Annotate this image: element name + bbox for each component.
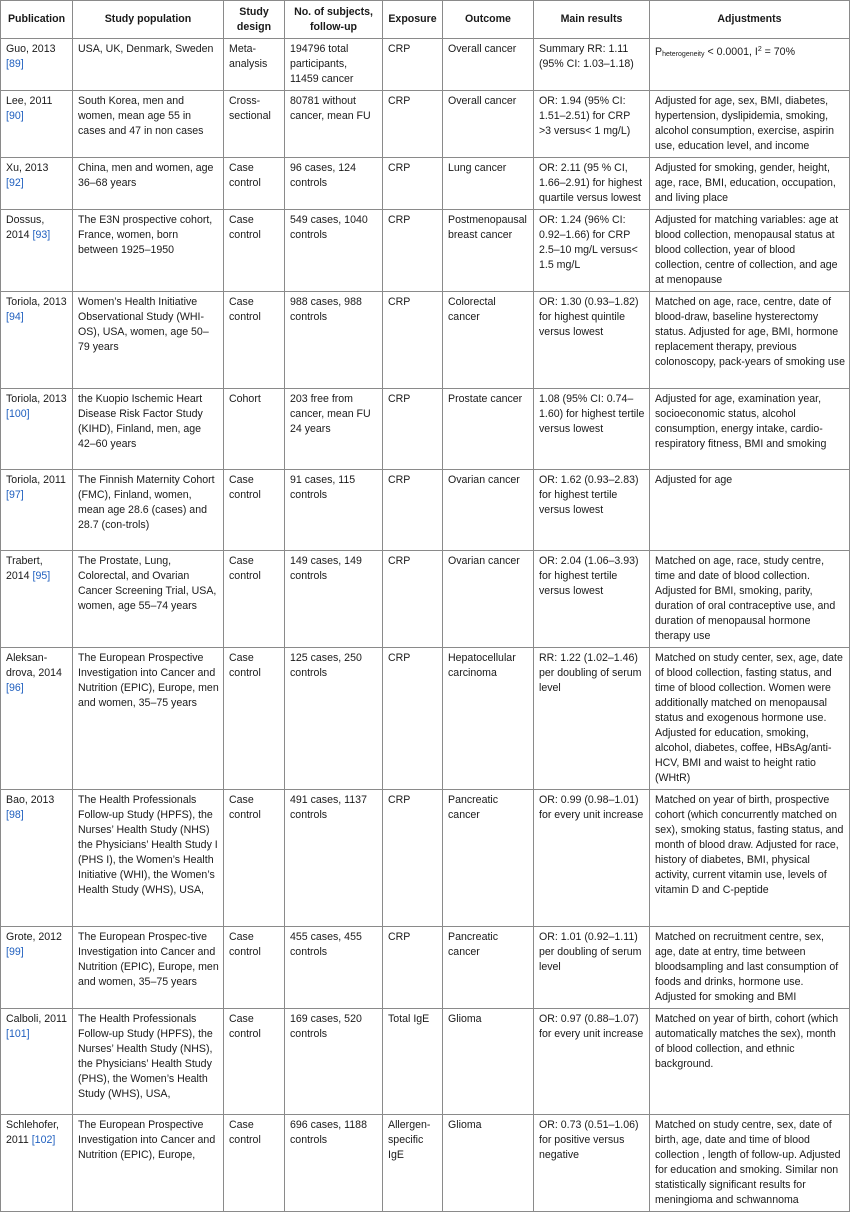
outcome-cell: Prostate cancer <box>443 389 534 470</box>
exposure-cell: CRP <box>383 292 443 389</box>
reference-link[interactable]: [96] <box>6 682 24 694</box>
exposure-cell: CRP <box>383 210 443 292</box>
publication-text: Guo, 2013 <box>6 43 56 55</box>
design-cell: Case control <box>224 292 285 389</box>
adjustments-cell: Matched on year of birth, prospective cohort (which concurrently matched on sex), smoking status, fasting status, and month of blood draw. Adjusted for race, history of diabetes, BMI, physical activity, current vitamin use, levels of vitamin D and C-peptide <box>650 790 850 927</box>
publication-text: Schlehofer, 2011 <box>6 1119 60 1146</box>
population-cell: The Finnish Maternity Cohort (FMC), Finland, women, mean age 28.6 (cases) and 28.7 (con-trols) <box>73 470 224 551</box>
outcome-cell: Pancreatic cancer <box>443 927 534 1009</box>
outcome-cell: Ovarian cancer <box>443 470 534 551</box>
adjustments-cell: Matched on age, race, study centre, time and date of blood collection. Adjusted for BMI, smoking, parity, duration of oral contraceptive use, and duration of menopausal hormone therapy use <box>650 551 850 648</box>
publication-text: Toriola, 2013 <box>6 296 67 308</box>
publication-text: Toriola, 2013 <box>6 393 67 405</box>
publication-text: Lee, 2011 <box>6 95 53 107</box>
subjects-cell: 988 cases, 988 controls <box>285 292 383 389</box>
adjustments-cell: Matched on study centre, sex, date of birth, age, date and time of blood collection , length of follow-up. Adjusted for education and smoking. Similar non statistically significant results for meningioma and schwannoma <box>650 1115 850 1212</box>
subjects-cell: 696 cases, 1188 controls <box>285 1115 383 1212</box>
outcome-cell: Overall cancer <box>443 39 534 91</box>
table-row <box>1 91 850 158</box>
outcome-cell: Glioma <box>443 1115 534 1212</box>
results-cell: OR: 2.11 (95 % CI, 1.66–2.91) for highest quartile versus lowest <box>534 158 650 210</box>
publication-cell <box>1 551 73 648</box>
design-cell: Meta-analysis <box>224 39 285 91</box>
reference-link[interactable]: [90] <box>6 110 24 122</box>
population-cell: The European Prospective Investigation into Cancer and Nutrition (EPIC), Europe, <box>73 1115 224 1212</box>
exposure-cell: CRP <box>383 927 443 1009</box>
reference-link[interactable]: [102] <box>31 1134 56 1146</box>
col-header-adjustments: Adjustments <box>650 1 850 39</box>
subjects-cell: 91 cases, 115 controls <box>285 470 383 551</box>
publication-cell <box>1 1009 73 1115</box>
subjects-cell: 125 cases, 250 controls <box>285 648 383 790</box>
reference-link[interactable]: [89] <box>6 58 24 70</box>
publication-cell <box>1 39 73 91</box>
subjects-cell: 80781 without cancer, mean FU <box>285 91 383 158</box>
results-cell: OR: 1.30 (0.93–1.82) for highest quintile versus lowest <box>534 292 650 389</box>
adjustments-cell: Matched on study center, sex, age, date of blood collection, fasting status, and time of blood collection. Women were additionally matched on menopausal status and exogenous hormone use. Adjusted for education, smoking, alcohol, diabetes, coffee, HBsAg/anti-HCV, BMI and waist to height ratio (WHtR) <box>650 648 850 790</box>
exposure-cell: CRP <box>383 648 443 790</box>
outcome-cell: Lung cancer <box>443 158 534 210</box>
publication-text: Aleksan-drova, 2014 <box>6 652 62 679</box>
results-cell: OR: 1.94 (95% CI: 1.51–2.51) for CRP >3 versus< 1 mg/L) <box>534 91 650 158</box>
adjustments-text: < 0.0001, I <box>704 46 758 58</box>
table-row <box>1 790 850 927</box>
population-cell: USA, UK, Denmark, Sweden <box>73 39 224 91</box>
publication-cell <box>1 648 73 790</box>
table-row <box>1 470 850 551</box>
results-cell: OR: 1.01 (0.92–1.11) per doubling of serum level <box>534 927 650 1009</box>
population-cell: China, men and women, age 36–68 years <box>73 158 224 210</box>
col-header-subjects: No. of subjects, follow-up <box>285 1 383 39</box>
design-cell: Case control <box>224 158 285 210</box>
exposure-cell: Allergen-specific IgE <box>383 1115 443 1212</box>
adjustments-cell: Adjusted for smoking, gender, height, age, race, BMI, education, occupation, and living place <box>650 158 850 210</box>
exposure-cell: CRP <box>383 39 443 91</box>
adjustments-cell: Adjusted for age <box>650 470 850 551</box>
results-cell: OR: 1.24 (96% CI: 0.92–1.66) for CRP 2.5–10 mg/L versus< 1.5 mg/L <box>534 210 650 292</box>
results-cell: RR: 1.22 (1.02–1.46) per doubling of serum level <box>534 648 650 790</box>
outcome-cell: Glioma <box>443 1009 534 1115</box>
results-cell: 1.08 (95% CI: 0.74–1.60) for highest tertile versus lowest <box>534 389 650 470</box>
publication-text: Toriola, 2011 <box>6 474 66 486</box>
subjects-cell: 149 cases, 149 controls <box>285 551 383 648</box>
adjustments-cell: Matched on age, race, centre, date of blood-draw, baseline hysterectomy status. Adjusted for age, BMI, hormone replacement therapy, previous colonoscopy, pack-years of smoking use <box>650 292 850 389</box>
subjects-cell: 203 free from cancer, mean FU 24 years <box>285 389 383 470</box>
design-cell: Case control <box>224 551 285 648</box>
design-cell: Case control <box>224 210 285 292</box>
publication-text: Bao, 2013 <box>6 794 55 806</box>
design-cell: Case control <box>224 790 285 927</box>
adjustments-cell: Adjusted for matching variables: age at blood collection, menopausal status at blood collection, year of blood collection, centre of collection, and age at menopause <box>650 210 850 292</box>
design-cell: Cohort <box>224 389 285 470</box>
reference-link[interactable]: [94] <box>6 311 24 323</box>
adjustments-text: = 70% <box>761 46 795 58</box>
adjustments-cell: Adjusted for age, sex, BMI, diabetes, hypertension, dyslipidemia, smoking, alcohol consumption, exercise, aspirin use, education level, and income <box>650 91 850 158</box>
outcome-cell: Ovarian cancer <box>443 551 534 648</box>
publication-text: Xu, 2013 <box>6 162 49 174</box>
exposure-cell: CRP <box>383 158 443 210</box>
reference-link[interactable]: [97] <box>6 489 24 501</box>
population-cell: The Prostate, Lung, Colorectal, and Ovarian Cancer Screening Trial, USA, women, age 55–74 years <box>73 551 224 648</box>
population-cell: The E3N prospective cohort, France, women, born between 1925–1950 <box>73 210 224 292</box>
reference-link[interactable]: [99] <box>6 946 24 958</box>
table-row <box>1 1115 850 1212</box>
population-cell: The Health Professionals Follow-up Study (HPFS), the Nurses’ Health Study (NHS), the Physicians’ Health Study (PHS), the Women’s Health Study (WHS), USA, <box>73 1009 224 1115</box>
col-header-outcome: Outcome <box>443 1 534 39</box>
publication-text: Calboli, 2011 <box>6 1013 68 1025</box>
table-row <box>1 389 850 470</box>
population-cell: The European Prospective Investigation into Cancer and Nutrition (EPIC), Europe, men and women, 35–75 years <box>73 648 224 790</box>
publication-cell <box>1 1115 73 1212</box>
subjects-cell: 194796 total participants, 11459 cancer <box>285 39 383 91</box>
exposure-cell: CRP <box>383 389 443 470</box>
population-cell: The Health Professionals Follow-up Study (HPFS), the Nurses’ Health Study (NHS) the Physicians’ Health Study I (PHS I), the Women’s Health Initiative (WHI), the Women’s Health Study (WHS), USA, <box>73 790 224 927</box>
table-row <box>1 158 850 210</box>
header-row <box>1 1 850 39</box>
col-header-main-results: Main results <box>534 1 650 39</box>
publication-text: Dossus, 2014 <box>6 214 45 241</box>
population-cell: Women’s Health Initiative Observational Study (WHI-OS), USA, women, age 50–79 years <box>73 292 224 389</box>
exposure-cell: CRP <box>383 91 443 158</box>
population-cell: The European Prospec-tive Investigation into Cancer and Nutrition (EPIC), Europe, men and women, 35–75 years <box>73 927 224 1009</box>
results-cell: OR: 0.97 (0.88–1.07) for every unit increase <box>534 1009 650 1115</box>
adjustments-cell: Adjusted for age, examination year, socioeconomic status, alcohol consumption, energy intake, cardio-respiratory fitness, BMI and smoking <box>650 389 850 470</box>
outcome-cell: Hepatocellular carcinoma <box>443 648 534 790</box>
publication-cell <box>1 470 73 551</box>
reference-link[interactable]: [92] <box>6 177 24 189</box>
reference-link[interactable]: [95] <box>32 570 51 582</box>
table-row <box>1 292 850 389</box>
outcome-cell: Pancreatic cancer <box>443 790 534 927</box>
design-cell: Case control <box>224 470 285 551</box>
publication-text: Grote, 2012 <box>6 931 62 943</box>
publication-cell <box>1 158 73 210</box>
design-cell: Case control <box>224 927 285 1009</box>
adjustments-text: P <box>655 46 663 58</box>
design-cell: Case control <box>224 1009 285 1115</box>
col-header-study-population: Study population <box>73 1 224 39</box>
col-header-publication: Publication <box>1 1 73 39</box>
outcome-cell: Postmenopausal breast cancer <box>443 210 534 292</box>
publication-cell <box>1 292 73 389</box>
subjects-cell: 549 cases, 1040 controls <box>285 210 383 292</box>
adjustments-cell <box>650 39 850 91</box>
design-cell: Case control <box>224 1115 285 1212</box>
col-header-exposure: Exposure <box>383 1 443 39</box>
exposure-cell: CRP <box>383 790 443 927</box>
subscript-text: heterogeneity <box>662 51 705 58</box>
reference-link[interactable]: [101] <box>6 1028 30 1040</box>
table-row <box>1 648 850 790</box>
table-row <box>1 1009 850 1115</box>
population-cell: the Kuopio Ischemic Heart Disease Risk Factor Study (KIHD), Finland, men, age 42–60 years <box>73 389 224 470</box>
outcome-cell: Overall cancer <box>443 91 534 158</box>
exposure-cell: CRP <box>383 551 443 648</box>
publication-cell <box>1 927 73 1009</box>
subjects-cell: 169 cases, 520 controls <box>285 1009 383 1115</box>
subjects-cell: 96 cases, 124 controls <box>285 158 383 210</box>
results-cell: OR: 2.04 (1.06–3.93) for highest tertile versus lowest <box>534 551 650 648</box>
publication-cell <box>1 91 73 158</box>
design-cell: Case control <box>224 648 285 790</box>
table-row <box>1 551 850 648</box>
subjects-cell: 455 cases, 455 controls <box>285 927 383 1009</box>
design-cell: Cross-sectional <box>224 91 285 158</box>
table-row <box>1 927 850 1009</box>
publication-cell <box>1 389 73 470</box>
publication-text: Trabert, 2014 <box>6 555 43 582</box>
superscript-text: 2 <box>757 46 762 53</box>
adjustments-cell: Matched on year of birth, cohort (which automatically matches the sex), month of blood collection, and ethnic background. <box>650 1009 850 1115</box>
col-header-study-design: Study design <box>224 1 285 39</box>
results-cell: OR: 0.99 (0.98–1.01) for every unit increase <box>534 790 650 927</box>
results-cell: OR: 1.62 (0.93–2.83) for highest tertile versus lowest <box>534 470 650 551</box>
outcome-cell: Colorectal cancer <box>443 292 534 389</box>
subjects-cell: 491 cases, 1137 controls <box>285 790 383 927</box>
adjustments-cell: Matched on recruitment centre, sex, age, date at entry, time between bloodsampling and last consumption of foods and drinks, hormone use. Adjusted for smoking and BMI <box>650 927 850 1009</box>
publication-cell <box>1 790 73 927</box>
exposure-cell: CRP <box>383 470 443 551</box>
reference-link[interactable]: [93] <box>32 229 51 241</box>
results-cell: OR: 0.73 (0.51–1.06) for positive versus negative <box>534 1115 650 1212</box>
population-cell: South Korea, men and women, mean age 55 in cases and 47 in non cases <box>73 91 224 158</box>
table-row <box>1 39 850 91</box>
results-cell: Summary RR: 1.11 (95% CI: 1.03–1.18) <box>534 39 650 91</box>
reference-link[interactable]: [100] <box>6 408 30 420</box>
publication-cell <box>1 210 73 292</box>
table-row <box>1 210 850 292</box>
exposure-cell: Total IgE <box>383 1009 443 1115</box>
reference-link[interactable]: [98] <box>6 809 24 821</box>
